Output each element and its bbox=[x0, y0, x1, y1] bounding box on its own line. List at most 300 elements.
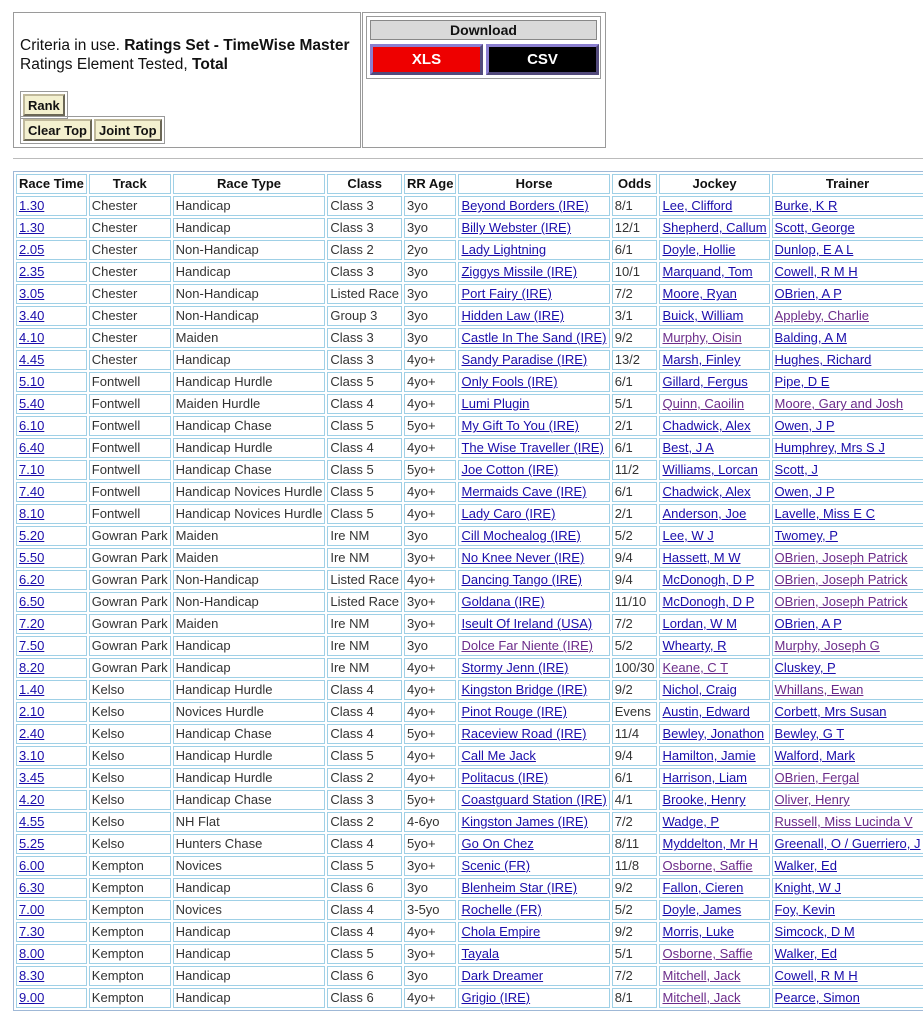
race-time-link[interactable]: 7.10 bbox=[19, 462, 45, 477]
horse-link[interactable]: Pinot Rouge (IRE) bbox=[461, 704, 567, 719]
race-type-cell: Maiden bbox=[173, 328, 326, 348]
race-time-link[interactable]: 6.00 bbox=[19, 858, 45, 873]
jockey-link[interactable]: Osborne, Saffie bbox=[662, 858, 753, 873]
time-cell bbox=[16, 350, 87, 370]
horse-link[interactable]: Rochelle (FR) bbox=[461, 902, 542, 917]
race-time-link[interactable]: 6.20 bbox=[19, 572, 45, 587]
race-time-link[interactable]: 5.25 bbox=[19, 836, 45, 851]
track-cell: Kempton bbox=[89, 900, 171, 920]
jockey-link[interactable]: Mitchell, Jack bbox=[662, 968, 741, 983]
jockey-cell bbox=[659, 856, 769, 876]
class-cell: Class 2 bbox=[327, 812, 402, 832]
odds-cell: Evens bbox=[612, 702, 658, 722]
race-type-cell: Novices bbox=[173, 900, 326, 920]
trainer-link[interactable]: Burke, K R bbox=[774, 198, 838, 213]
age-cell: 3yo bbox=[404, 328, 456, 348]
odds-cell: 5/2 bbox=[612, 636, 658, 656]
race-time-link[interactable]: 9.00 bbox=[19, 990, 45, 1005]
race-time-link[interactable]: 7.30 bbox=[19, 924, 45, 939]
race-time-link[interactable]: 4.20 bbox=[19, 792, 45, 807]
horse-link[interactable]: Kingston Bridge (IRE) bbox=[461, 682, 588, 697]
race-time-link[interactable]: 7.20 bbox=[19, 616, 45, 631]
horse-link[interactable]: Lumi Plugin bbox=[461, 396, 530, 411]
jockey-link[interactable]: Gillard, Fergus bbox=[662, 374, 748, 389]
jockey-link[interactable]: Chadwick, Alex bbox=[662, 418, 751, 433]
race-time-link[interactable]: 4.45 bbox=[19, 352, 45, 367]
joint-top-button[interactable]: Joint Top bbox=[94, 119, 162, 141]
track-cell: Fontwell bbox=[89, 372, 171, 392]
race-time-link[interactable]: 6.30 bbox=[19, 880, 45, 895]
track-cell: Kempton bbox=[89, 856, 171, 876]
horse-link[interactable]: Grigio (IRE) bbox=[461, 990, 531, 1005]
trainer-link[interactable]: Knight, W J bbox=[774, 880, 842, 895]
trainer-link[interactable]: Owen, J P bbox=[774, 484, 835, 499]
age-cell: 3yo bbox=[404, 636, 456, 656]
age-cell: 5yo+ bbox=[404, 724, 456, 744]
race-time-link[interactable]: 3.40 bbox=[19, 308, 45, 323]
class-cell: Class 5 bbox=[327, 504, 402, 524]
race-type-cell: Handicap Hurdle bbox=[173, 768, 326, 788]
jockey-cell bbox=[659, 284, 769, 304]
criteria-panel bbox=[13, 12, 361, 148]
jockey-link[interactable]: Wadge, P bbox=[662, 814, 720, 829]
jockey-link[interactable]: Whearty, R bbox=[662, 638, 727, 653]
jockey-link[interactable]: Moore, Ryan bbox=[662, 286, 737, 301]
col-rr-age[interactable]: RR Age bbox=[404, 174, 456, 194]
trainer-cell bbox=[772, 504, 923, 524]
horse-cell bbox=[458, 570, 609, 590]
col-jockey[interactable]: Jockey bbox=[659, 174, 769, 194]
track-cell: Chester bbox=[89, 218, 171, 238]
table-row bbox=[16, 218, 923, 238]
csv-download-button[interactable]: CSV bbox=[486, 44, 599, 75]
odds-cell: 6/1 bbox=[612, 372, 658, 392]
jockey-link[interactable]: Shepherd, Callum bbox=[662, 220, 767, 235]
jockey-link[interactable]: Lee, W J bbox=[662, 528, 714, 543]
horse-link[interactable]: Ziggys Missile (IRE) bbox=[461, 264, 578, 279]
race-time-link[interactable]: 1.30 bbox=[19, 198, 45, 213]
download-box bbox=[366, 16, 601, 79]
class-cell: Class 4 bbox=[327, 900, 402, 920]
jockey-link[interactable]: Hassett, M W bbox=[662, 550, 741, 565]
horse-link[interactable]: Go On Chez bbox=[461, 836, 534, 851]
horse-cell bbox=[458, 702, 609, 722]
race-time-link[interactable]: 8.30 bbox=[19, 968, 45, 983]
horse-link[interactable]: Iseult Of Ireland (USA) bbox=[461, 616, 593, 631]
race-time-link[interactable]: 1.40 bbox=[19, 682, 45, 697]
class-cell: Class 4 bbox=[327, 702, 402, 722]
time-cell bbox=[16, 856, 87, 876]
horse-cell bbox=[458, 438, 609, 458]
horse-link[interactable]: Dolce Far Niente (IRE) bbox=[461, 638, 593, 653]
trainer-link[interactable]: Twomey, P bbox=[774, 528, 838, 543]
class-cell: Class 6 bbox=[327, 878, 402, 898]
trainer-cell bbox=[772, 988, 923, 1008]
race-type-cell: Handicap bbox=[173, 262, 326, 282]
table-row bbox=[16, 592, 923, 612]
horse-cell bbox=[458, 196, 609, 216]
track-cell: Kempton bbox=[89, 944, 171, 964]
horse-cell bbox=[458, 988, 609, 1008]
horse-link[interactable]: Stormy Jenn (IRE) bbox=[461, 660, 569, 675]
race-time-link[interactable]: 3.10 bbox=[19, 748, 45, 763]
time-cell bbox=[16, 328, 87, 348]
jockey-link[interactable]: Doyle, James bbox=[662, 902, 742, 917]
jockey-link[interactable]: Fallon, Cieren bbox=[662, 880, 744, 895]
horse-link[interactable]: Only Fools (IRE) bbox=[461, 374, 558, 389]
race-type-cell: Handicap Chase bbox=[173, 460, 326, 480]
table-row bbox=[16, 548, 923, 568]
horse-link[interactable]: Coastguard Station (IRE) bbox=[461, 792, 607, 807]
horse-link[interactable]: Hidden Law (IRE) bbox=[461, 308, 565, 323]
race-time-link[interactable]: 6.10 bbox=[19, 418, 45, 433]
horse-link[interactable]: Mermaids Cave (IRE) bbox=[461, 484, 587, 499]
track-cell: Kelso bbox=[89, 702, 171, 722]
trainer-link[interactable]: Walker, Ed bbox=[774, 946, 837, 961]
trainer-link[interactable]: OBrien, Joseph Patrick bbox=[774, 550, 908, 565]
trainer-cell bbox=[772, 262, 923, 282]
odds-cell: 6/1 bbox=[612, 240, 658, 260]
jockey-link[interactable]: Doyle, Hollie bbox=[662, 242, 736, 257]
trainer-link[interactable]: Pipe, D E bbox=[774, 374, 830, 389]
table-row bbox=[16, 460, 923, 480]
race-time-link[interactable]: 6.50 bbox=[19, 594, 45, 609]
col-class[interactable]: Class bbox=[327, 174, 402, 194]
results-table bbox=[13, 171, 923, 1011]
trainer-link[interactable]: Appleby, Charlie bbox=[774, 308, 869, 323]
trainer-link[interactable]: Foy, Kevin bbox=[774, 902, 835, 917]
race-type-cell: Handicap bbox=[173, 658, 326, 678]
table-row bbox=[16, 526, 923, 546]
jockey-link[interactable]: Lordan, W M bbox=[662, 616, 737, 631]
race-type-cell: Handicap Hurdle bbox=[173, 438, 326, 458]
race-time-link[interactable]: 7.40 bbox=[19, 484, 45, 499]
race-type-cell: Handicap Novices Hurdle bbox=[173, 504, 326, 524]
horse-link[interactable]: Castle In The Sand (IRE) bbox=[461, 330, 607, 345]
race-type-cell: Handicap bbox=[173, 878, 326, 898]
race-time-link[interactable]: 7.00 bbox=[19, 902, 45, 917]
jockey-cell bbox=[659, 218, 769, 238]
trainer-link[interactable]: Whillans, Ewan bbox=[774, 682, 864, 697]
time-cell bbox=[16, 922, 87, 942]
age-cell: 3yo bbox=[404, 526, 456, 546]
rank-button[interactable]: Rank bbox=[23, 94, 65, 116]
age-cell: 4yo+ bbox=[404, 680, 456, 700]
race-time-link[interactable]: 7.50 bbox=[19, 638, 45, 653]
horse-cell bbox=[458, 856, 609, 876]
odds-cell: 12/1 bbox=[612, 218, 658, 238]
race-time-link[interactable]: 3.45 bbox=[19, 770, 45, 785]
xls-download-button[interactable]: XLS bbox=[370, 44, 483, 75]
race-time-link[interactable]: 4.10 bbox=[19, 330, 45, 345]
trainer-cell bbox=[772, 790, 923, 810]
track-cell: Fontwell bbox=[89, 460, 171, 480]
time-cell bbox=[16, 570, 87, 590]
race-time-link[interactable]: 8.00 bbox=[19, 946, 45, 961]
odds-cell: 9/4 bbox=[612, 548, 658, 568]
horse-link[interactable]: Lady Lightning bbox=[461, 242, 547, 257]
trainer-link[interactable]: Lavelle, Miss E C bbox=[774, 506, 875, 521]
horse-link[interactable]: Politacus (IRE) bbox=[461, 770, 549, 785]
jockey-link[interactable]: Nichol, Craig bbox=[662, 682, 737, 697]
odds-cell: 5/2 bbox=[612, 526, 658, 546]
class-cell: Group 3 bbox=[327, 306, 402, 326]
jockey-link[interactable]: Hamilton, Jamie bbox=[662, 748, 756, 763]
jockey-link[interactable]: Lee, Clifford bbox=[662, 198, 733, 213]
time-cell bbox=[16, 812, 87, 832]
race-time-link[interactable]: 5.50 bbox=[19, 550, 45, 565]
trainer-link[interactable]: Cowell, R M H bbox=[774, 264, 858, 279]
trainer-cell bbox=[772, 966, 923, 986]
class-cell: Class 5 bbox=[327, 460, 402, 480]
race-type-cell: Novices Hurdle bbox=[173, 702, 326, 722]
track-cell: Kempton bbox=[89, 988, 171, 1008]
race-time-link[interactable]: 8.10 bbox=[19, 506, 45, 521]
trainer-link[interactable]: Hughes, Richard bbox=[774, 352, 872, 367]
trainer-cell bbox=[772, 746, 923, 766]
odds-cell: 11/10 bbox=[612, 592, 658, 612]
track-cell: Fontwell bbox=[89, 394, 171, 414]
age-cell: 4yo+ bbox=[404, 482, 456, 502]
age-cell: 2yo bbox=[404, 240, 456, 260]
trainer-link[interactable]: OBrien, A P bbox=[774, 286, 842, 301]
jockey-cell bbox=[659, 350, 769, 370]
trainer-link[interactable]: Bewley, G T bbox=[774, 726, 845, 741]
race-time-link[interactable]: 6.40 bbox=[19, 440, 45, 455]
age-cell: 3yo bbox=[404, 196, 456, 216]
horse-link[interactable]: Lady Caro (IRE) bbox=[461, 506, 556, 521]
jockey-cell bbox=[659, 922, 769, 942]
jockey-link[interactable]: Austin, Edward bbox=[662, 704, 750, 719]
jockey-cell bbox=[659, 680, 769, 700]
trainer-link[interactable]: Cluskey, P bbox=[774, 660, 836, 675]
odds-cell: 3/1 bbox=[612, 306, 658, 326]
jockey-cell bbox=[659, 394, 769, 414]
horse-link[interactable]: Chola Empire bbox=[461, 924, 541, 939]
trainer-link[interactable]: Russell, Miss Lucinda V bbox=[774, 814, 913, 829]
trainer-link[interactable]: OBrien, Fergal bbox=[774, 770, 860, 785]
trainer-link[interactable]: Murphy, Joseph G bbox=[774, 638, 880, 653]
trainer-cell bbox=[772, 482, 923, 502]
race-time-link[interactable]: 1.30 bbox=[19, 220, 45, 235]
race-time-link[interactable]: 2.40 bbox=[19, 726, 45, 741]
trainer-link[interactable]: Oliver, Henry bbox=[774, 792, 850, 807]
trainer-cell bbox=[772, 702, 923, 722]
jockey-cell bbox=[659, 196, 769, 216]
track-cell: Chester bbox=[89, 306, 171, 326]
time-cell bbox=[16, 746, 87, 766]
trainer-link[interactable]: OBrien, A P bbox=[774, 616, 842, 631]
trainer-cell bbox=[772, 526, 923, 546]
race-time-link[interactable]: 8.20 bbox=[19, 660, 45, 675]
class-cell: Class 5 bbox=[327, 944, 402, 964]
jockey-link[interactable]: Buick, William bbox=[662, 308, 744, 323]
race-time-link[interactable]: 5.10 bbox=[19, 374, 45, 389]
jockey-link[interactable]: Bewley, Jonathon bbox=[662, 726, 765, 741]
trainer-link[interactable]: Simcock, D M bbox=[774, 924, 855, 939]
odds-cell: 9/2 bbox=[612, 922, 658, 942]
trainer-link[interactable]: Moore, Gary and Josh bbox=[774, 396, 904, 411]
trainer-link[interactable]: Cowell, R M H bbox=[774, 968, 858, 983]
race-time-link[interactable]: 5.40 bbox=[19, 396, 45, 411]
trainer-link[interactable]: Greenall, O / Guerriero, J bbox=[774, 836, 921, 851]
horse-link[interactable]: No Knee Never (IRE) bbox=[461, 550, 585, 565]
clear-top-button[interactable]: Clear Top bbox=[23, 119, 92, 141]
race-time-link[interactable]: 2.05 bbox=[19, 242, 45, 257]
jockey-link[interactable]: Osborne, Saffie bbox=[662, 946, 753, 961]
jockey-link[interactable]: Quinn, Caoilin bbox=[662, 396, 745, 411]
odds-cell: 10/1 bbox=[612, 262, 658, 282]
horse-link[interactable]: My Gift To You (IRE) bbox=[461, 418, 580, 433]
jockey-link[interactable]: Murphy, Oisin bbox=[662, 330, 742, 345]
race-time-link[interactable]: 3.05 bbox=[19, 286, 45, 301]
jockey-cell bbox=[659, 944, 769, 964]
horse-link[interactable]: Cill Mochealog (IRE) bbox=[461, 528, 581, 543]
col-race-time[interactable]: Race Time bbox=[16, 174, 87, 194]
horse-link[interactable]: Port Fairy (IRE) bbox=[461, 286, 552, 301]
horse-link[interactable]: Beyond Borders (IRE) bbox=[461, 198, 589, 213]
jockey-cell bbox=[659, 790, 769, 810]
table-row bbox=[16, 372, 923, 392]
table-row bbox=[16, 878, 923, 898]
horse-link[interactable]: Goldana (IRE) bbox=[461, 594, 545, 609]
jockey-link[interactable]: Chadwick, Alex bbox=[662, 484, 751, 499]
race-time-link[interactable]: 2.10 bbox=[19, 704, 45, 719]
horse-link[interactable]: Kingston James (IRE) bbox=[461, 814, 588, 829]
horse-link[interactable]: Tayala bbox=[461, 946, 500, 961]
trainer-link[interactable]: Humphrey, Mrs S J bbox=[774, 440, 885, 455]
trainer-cell bbox=[772, 922, 923, 942]
jockey-link[interactable]: Morris, Luke bbox=[662, 924, 735, 939]
horse-link[interactable]: Blenheim Star (IRE) bbox=[461, 880, 578, 895]
jockey-link[interactable]: Keane, C T bbox=[662, 660, 729, 675]
race-time-link[interactable]: 4.55 bbox=[19, 814, 45, 829]
race-time-link[interactable]: 2.35 bbox=[19, 264, 45, 279]
horse-link[interactable]: Raceview Road (IRE) bbox=[461, 726, 587, 741]
track-cell: Kempton bbox=[89, 966, 171, 986]
time-cell bbox=[16, 680, 87, 700]
horse-cell bbox=[458, 240, 609, 260]
table-row bbox=[16, 570, 923, 590]
col-horse[interactable]: Horse bbox=[458, 174, 609, 194]
horse-link[interactable]: Call Me Jack bbox=[461, 748, 536, 763]
horse-link[interactable]: The Wise Traveller (IRE) bbox=[461, 440, 604, 455]
table-row bbox=[16, 966, 923, 986]
race-type-cell: Handicap Novices Hurdle bbox=[173, 482, 326, 502]
odds-cell: 6/1 bbox=[612, 482, 658, 502]
trainer-link[interactable]: Walker, Ed bbox=[774, 858, 837, 873]
age-cell: 4yo+ bbox=[404, 746, 456, 766]
trainer-link[interactable]: Owen, J P bbox=[774, 418, 835, 433]
horse-link[interactable]: Scenic (FR) bbox=[461, 858, 531, 873]
class-cell: Class 4 bbox=[327, 922, 402, 942]
trainer-link[interactable]: OBrien, Joseph Patrick bbox=[774, 572, 908, 587]
age-cell: 3yo bbox=[404, 262, 456, 282]
trainer-link[interactable]: Dunlop, E A L bbox=[774, 242, 854, 257]
horse-link[interactable]: Sandy Paradise (IRE) bbox=[461, 352, 588, 367]
track-cell: Gowran Park bbox=[89, 636, 171, 656]
horse-cell bbox=[458, 724, 609, 744]
col-trainer[interactable]: Trainer bbox=[772, 174, 923, 194]
jockey-link[interactable]: Anderson, Joe bbox=[662, 506, 747, 521]
race-type-cell: Handicap bbox=[173, 988, 326, 1008]
race-type-cell: Handicap Chase bbox=[173, 724, 326, 744]
class-cell: Ire NM bbox=[327, 658, 402, 678]
table-row bbox=[16, 416, 923, 436]
jockey-link[interactable]: Harrison, Liam bbox=[662, 770, 748, 785]
trainer-link[interactable]: Pearce, Simon bbox=[774, 990, 860, 1005]
jockey-link[interactable]: Brooke, Henry bbox=[662, 792, 746, 807]
col-track[interactable]: Track bbox=[89, 174, 171, 194]
class-cell: Class 4 bbox=[327, 394, 402, 414]
jockey-link[interactable]: Williams, Lorcan bbox=[662, 462, 758, 477]
class-cell: Class 3 bbox=[327, 262, 402, 282]
jockey-link[interactable]: Marquand, Tom bbox=[662, 264, 753, 279]
horse-link[interactable]: Joe Cotton (IRE) bbox=[461, 462, 559, 477]
horse-link[interactable]: Billy Webster (IRE) bbox=[461, 220, 572, 235]
col-odds[interactable]: Odds bbox=[612, 174, 658, 194]
trainer-link[interactable]: Scott, J bbox=[774, 462, 818, 477]
horse-cell bbox=[458, 218, 609, 238]
age-cell: 3yo bbox=[404, 878, 456, 898]
table-row bbox=[16, 636, 923, 656]
trainer-cell bbox=[772, 768, 923, 788]
race-type-cell: Non-Handicap bbox=[173, 284, 326, 304]
table-row bbox=[16, 240, 923, 260]
trainer-link[interactable]: OBrien, Joseph Patrick bbox=[774, 594, 908, 609]
jockey-link[interactable]: McDonogh, D P bbox=[662, 594, 755, 609]
class-cell: Class 3 bbox=[327, 350, 402, 370]
horse-link[interactable]: Dancing Tango (IRE) bbox=[461, 572, 582, 587]
horse-cell bbox=[458, 592, 609, 612]
trainer-link[interactable]: Walford, Mark bbox=[774, 748, 855, 763]
race-type-cell: Maiden bbox=[173, 548, 326, 568]
col-race-type[interactable]: Race Type bbox=[173, 174, 326, 194]
jockey-cell bbox=[659, 988, 769, 1008]
age-cell: 4yo+ bbox=[404, 988, 456, 1008]
jockey-link[interactable]: Myddelton, Mr H bbox=[662, 836, 758, 851]
trainer-cell bbox=[772, 680, 923, 700]
trainer-link[interactable]: Balding, A M bbox=[774, 330, 847, 345]
time-cell bbox=[16, 724, 87, 744]
race-type-cell: Maiden Hurdle bbox=[173, 394, 326, 414]
time-cell bbox=[16, 416, 87, 436]
horse-link[interactable]: Dark Dreamer bbox=[461, 968, 544, 983]
class-cell: Listed Race bbox=[327, 284, 402, 304]
jockey-link[interactable]: Marsh, Finley bbox=[662, 352, 741, 367]
age-cell: 3yo bbox=[404, 284, 456, 304]
track-cell: Kempton bbox=[89, 878, 171, 898]
jockey-link[interactable]: Mitchell, Jack bbox=[662, 990, 741, 1005]
trainer-link[interactable]: Corbett, Mrs Susan bbox=[774, 704, 887, 719]
time-cell bbox=[16, 240, 87, 260]
tie-group bbox=[20, 116, 165, 144]
jockey-link[interactable]: Best, J A bbox=[662, 440, 714, 455]
age-cell: 4yo+ bbox=[404, 922, 456, 942]
trainer-link[interactable]: Scott, George bbox=[774, 220, 855, 235]
class-cell: Class 6 bbox=[327, 988, 402, 1008]
jockey-link[interactable]: McDonogh, D P bbox=[662, 572, 755, 587]
jockey-cell bbox=[659, 768, 769, 788]
class-cell: Class 4 bbox=[327, 834, 402, 854]
race-time-link[interactable]: 5.20 bbox=[19, 528, 45, 543]
table-row bbox=[16, 328, 923, 348]
table-row bbox=[16, 856, 923, 876]
jockey-cell bbox=[659, 834, 769, 854]
track-cell: Gowran Park bbox=[89, 614, 171, 634]
track-cell: Chester bbox=[89, 328, 171, 348]
age-cell: 4yo+ bbox=[404, 504, 456, 524]
